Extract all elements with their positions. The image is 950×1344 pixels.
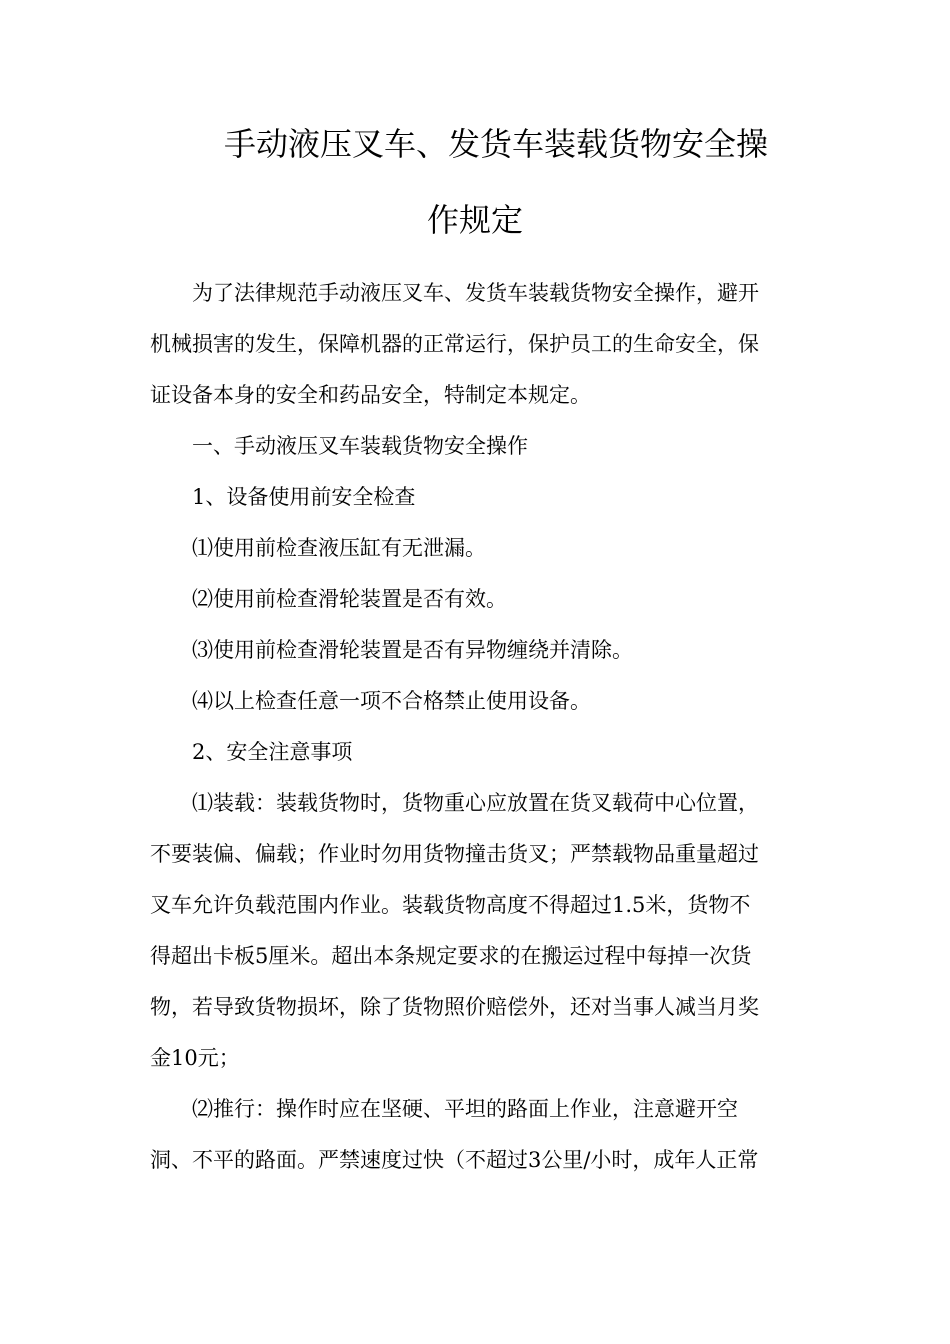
document-title-line-2: 作规定 [426, 201, 523, 239]
body-line: 为了法律规范手动液压叉车、发货车装载货物安全操作，避开 [192, 281, 759, 305]
body-line: 金10元； [150, 1046, 240, 1070]
body-line: 物，若导致货物损坏，除了货物照价赔偿外，还对当事人减当月奖 [150, 995, 759, 1019]
body-line: 叉车允许负载范围内作业。装载货物高度不得超过1.5米，货物不 [150, 893, 751, 917]
body-line: ⑷以上检查任意一项不合格禁止使用设备。 [192, 689, 591, 713]
body-line: 洞、不平的路面。严禁速度过快（不超过3公里/小时，成年人正常 [150, 1148, 759, 1172]
body-line: ⑵使用前检查滑轮装置是否有效。 [192, 587, 507, 611]
body-line: 2、安全注意事项 [192, 740, 353, 764]
document-title-line-1: 手动液压叉车、发货车装载货物安全操 [224, 125, 769, 163]
body-line: 证设备本身的安全和药品安全，特制定本规定。 [150, 383, 591, 407]
body-line: ⑵推行：操作时应在坚硬、平坦的路面上作业，注意避开空 [192, 1097, 738, 1121]
body-line: 不要装偏、偏载；作业时勿用货物撞击货叉；严禁载物品重量超过 [150, 842, 759, 866]
body-line: 得超出卡板5厘米。超出本条规定要求的在搬运过程中每掉一次货 [150, 944, 752, 968]
body-line: 1、设备使用前安全检查 [192, 485, 416, 509]
body-line: 机械损害的发生，保障机器的正常运行，保护员工的生命安全，保 [150, 332, 759, 356]
body-line: ⑴装载：装载货物时，货物重心应放置在货叉载荷中心位置， [192, 791, 759, 815]
body-line: ⑴使用前检查液压缸有无泄漏。 [192, 536, 486, 560]
body-line: ⑶使用前检查滑轮装置是否有异物缠绕并清除。 [192, 638, 633, 662]
document-body [150, 272, 800, 1190]
body-line: 一、手动液压叉车装载货物安全操作 [192, 434, 528, 458]
